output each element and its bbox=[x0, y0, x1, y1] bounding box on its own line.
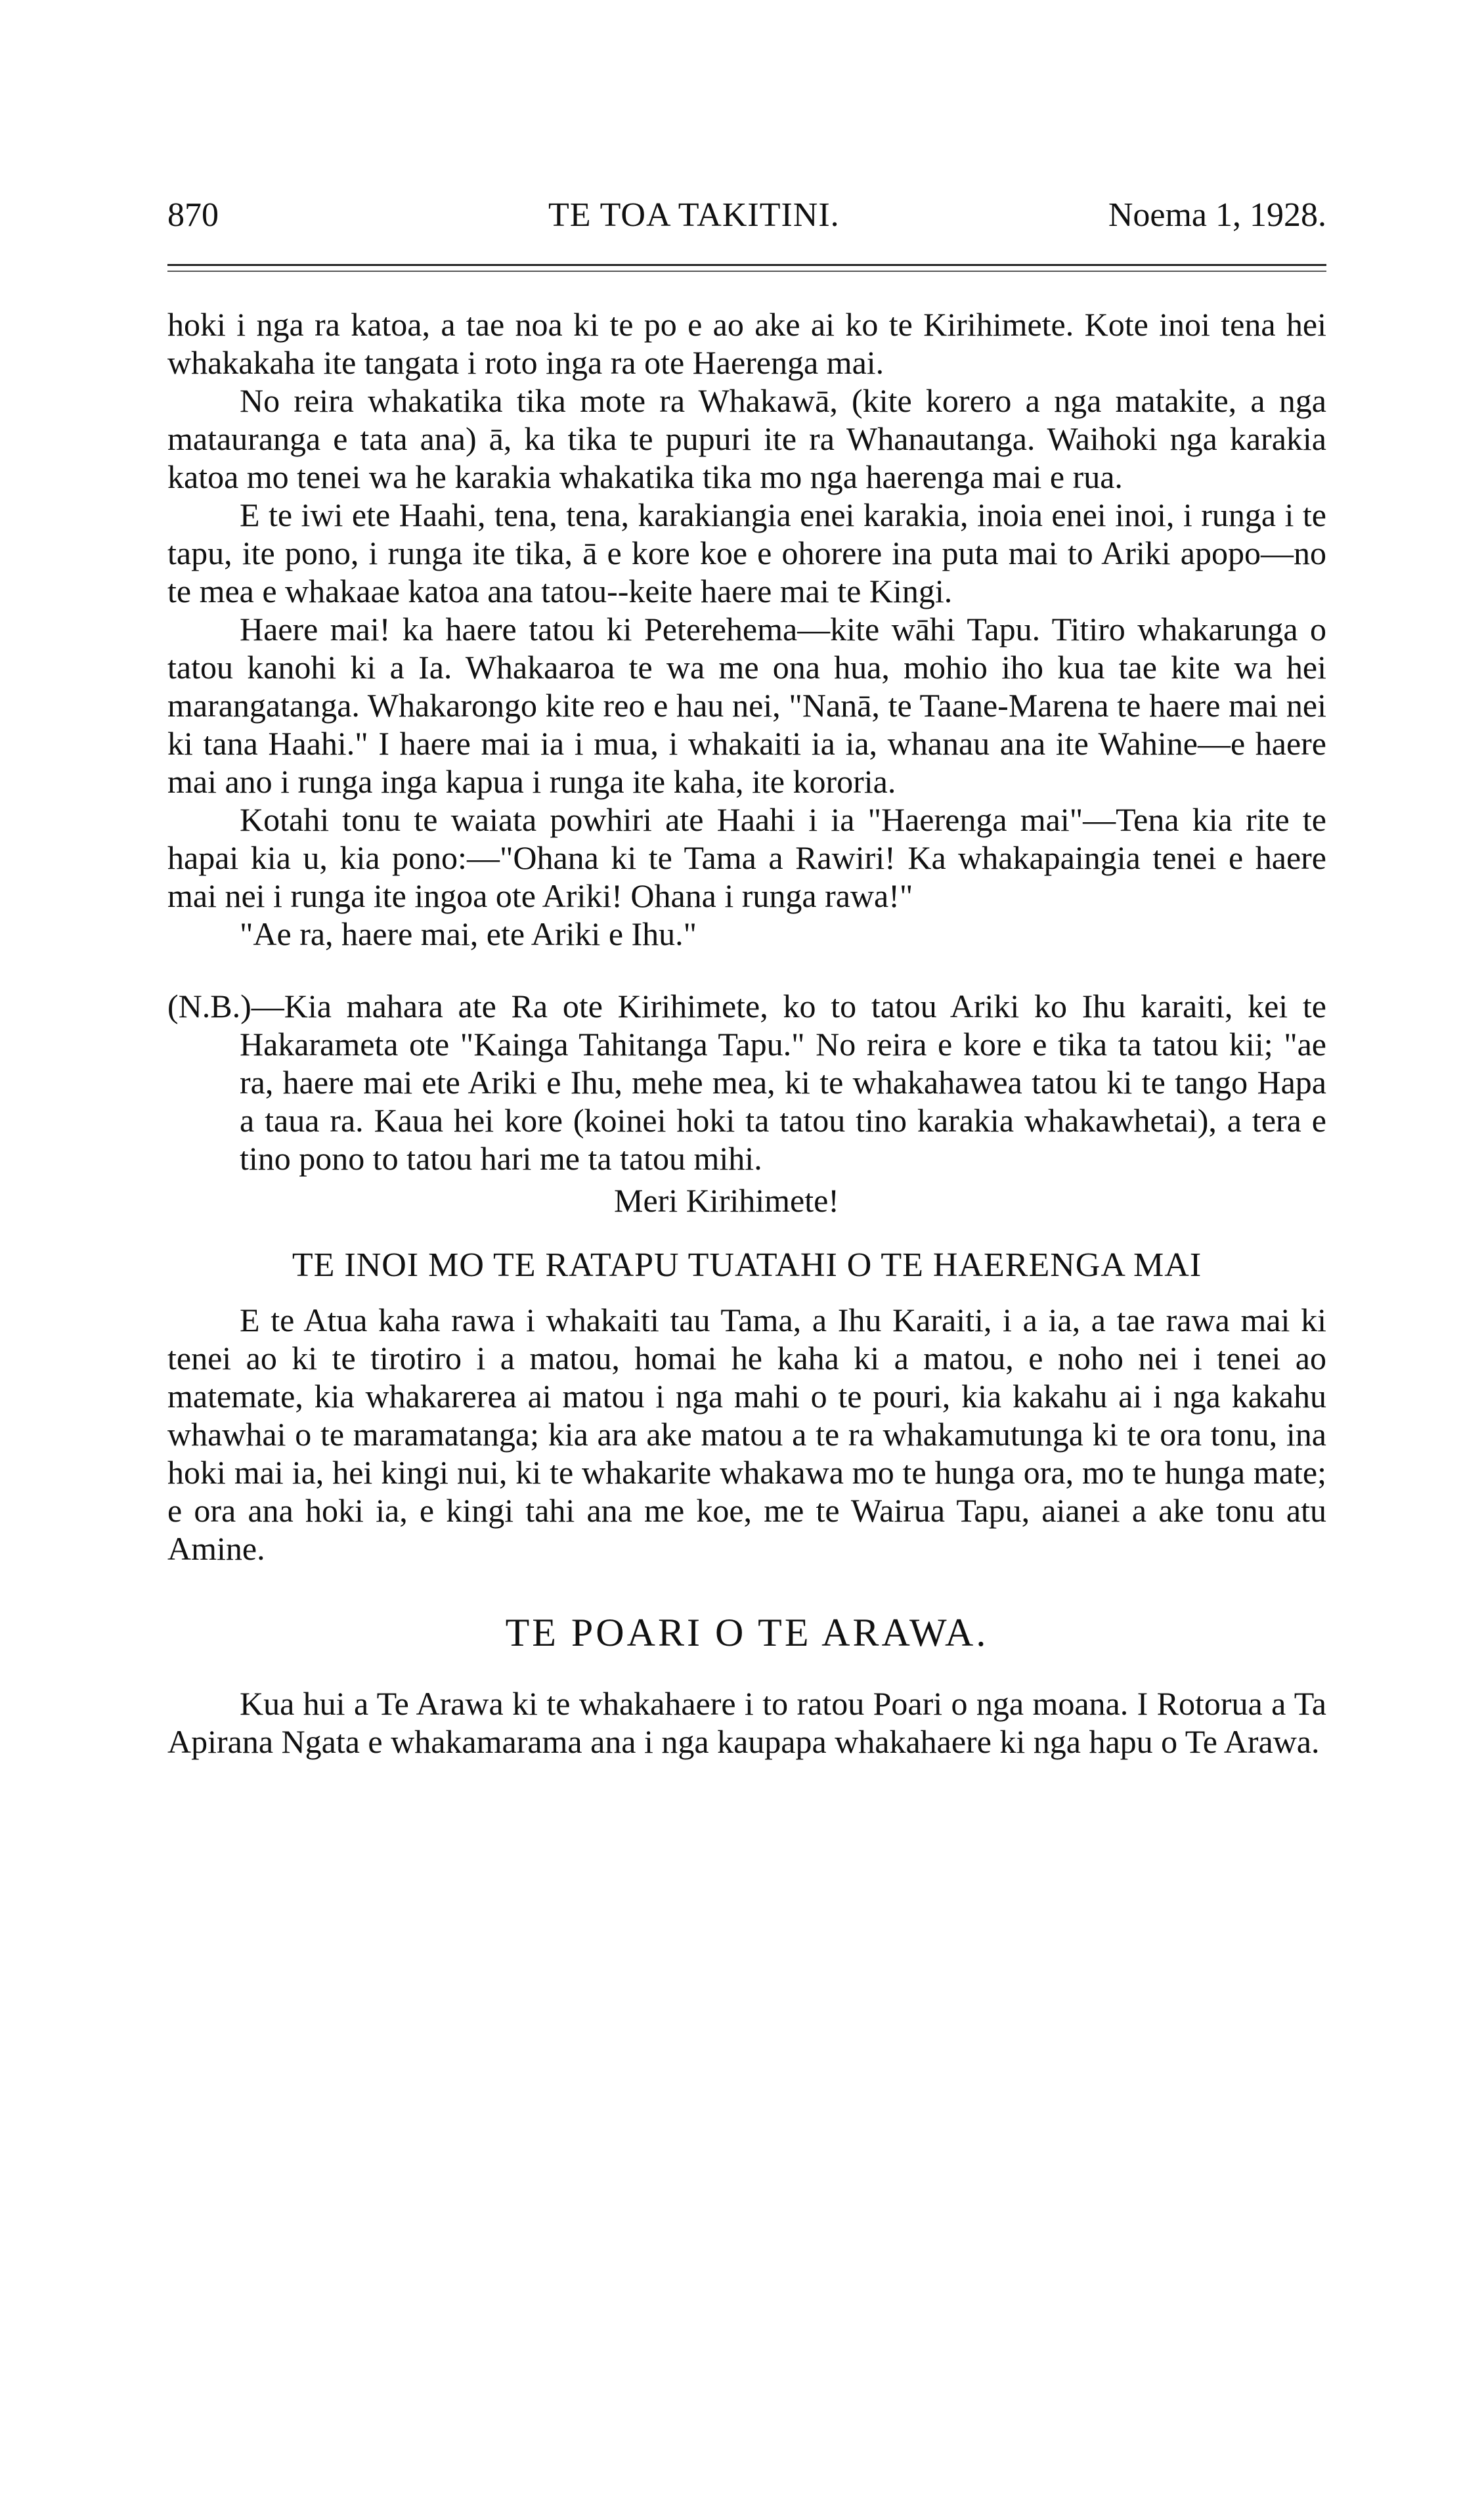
article-body bbox=[167, 305, 1326, 1761]
paragraph-haere-mai: Haere mai! ka haere tatou ki Peterehema—kite wāhi Tapu. Titiro whakarunga o tatou kanohi ki a Ia. Whakaaroa te wa me ona hua, mohio iho kua tae kite wa hei marangatanga. Whakarongo kite reo e hau nei, "Nanā, te Taane-Marena te haere mai nei ki tana Haahi." I haere mai ia i mua, i whakaiti ia ia, whanau ana ite Wahine—e haere mai ano i runga inga kapua i runga ite kaha, ite kororia. bbox=[167, 611, 1326, 800]
arawa-text: Kua hui a Te Arawa ki te whakahaere i to ratou Poari o nga moana. I Rotorua a Ta Apirana Ngata e whakamarama ana i nga kaupapa whakahaere ki nga hapu o Te Arawa. bbox=[167, 1685, 1326, 1760]
header-rule-thin bbox=[167, 271, 1326, 272]
arawa-heading: TE POARI O TE ARAWA. bbox=[505, 1611, 989, 1654]
issue-date: Noema 1, 1928. bbox=[1108, 196, 1326, 234]
prayer-text: E te Atua kaha rawa i whakaiti tau Tama, a Ihu Karaiti, i a ia, a tae rawa mai ki tenei ao ki te tirotiro i a matou, homai he kaha ki a matou, e noho nei i tenei ao matemate, kia whakarerea ai matou i nga mahi o te pouri, kia kakahu ai i nga kakahu whawhai o te maramatanga; kia ara ake matou a te ra whakamutunga ki te ora tonu, ina hoki mai ia, hei kingi nui, ki te whakarite whakawa mo te hunga ora, mo te hunga mate; e ora ana hoki ia, e kingi tahi ana me koe, me te Wairua Tapu, aianei a ake tonu atu Amine. bbox=[167, 1302, 1326, 1567]
nota-bene-note: (N.B.)—Kia mahara ate Ra ote Kirihimete, ko to tatou Ariki ko Ihu karaiti, kei te Hakarameta ote "Kainga Tahitanga Tapu." No reira e kore e tika ta tatou kii; "ae ra, haere mai ete Ariki e Ihu, mehe mea, ki te whakahawea tatou ki te tango Hapa a taua ra. Kaua hei kore (koinei hoki ta tatou tino karakia whakawhetai), a tera e tino pono to tatou hari me ta tatou mihi. bbox=[167, 988, 1326, 1177]
publication-title: TE TOA TAKITINI. bbox=[548, 196, 840, 234]
paragraph-continuation: hoki i nga ra katoa, a tae noa ki te po e ao ake ai ko te Kirihimete. Kote inoi tena hei whakakaha ite tangata i roto inga ra ote Haerenga mai. bbox=[167, 306, 1326, 381]
paragraph-waiata: Kotahi tonu te waiata powhiri ate Haahi i ia "Haerenga mai"—Tena kia rite te hapai kia u, kia pono:—"Ohana ki te Tama a Rawiri! Ka whakapaingia tenei e haere mai nei i runga ite ingoa ote Ariki! Ohana i runga rawa!" bbox=[167, 801, 1326, 914]
header-rule bbox=[167, 264, 1326, 266]
signoff: Meri Kirihimete! bbox=[614, 1182, 839, 1219]
paragraph-quote: "Ae ra, haere mai, ete Ariki e Ihu." bbox=[240, 915, 697, 952]
page-number: 870 bbox=[167, 196, 219, 234]
prayer-heading: TE INOI MO TE RATAPU TUATAHI O TE HAERENGA MAI bbox=[292, 1246, 1202, 1284]
page-header bbox=[167, 196, 1326, 248]
paragraph-iwi-haahi: E te iwi ete Haahi, tena, tena, karakiangia enei karakia, inoia enei inoi, i runga i te tapu, ite pono, i runga ite tika, ā e kore koe e ohorere ina puta mai to Ariki apopo—no te mea e whakaae katoa ana tatou--keite haere mai te Kingi. bbox=[167, 496, 1326, 609]
paragraph-whakawa: No reira whakatika tika mote ra Whakawā, (kite korero a nga matakite, a nga matauranga e tata ana) ā, ka tika te pupuri ite ra Whanautanga. Waihoki nga karakia katoa mo tenei wa he karakia whakatika tika mo nga haerenga mai e rua. bbox=[167, 382, 1326, 495]
